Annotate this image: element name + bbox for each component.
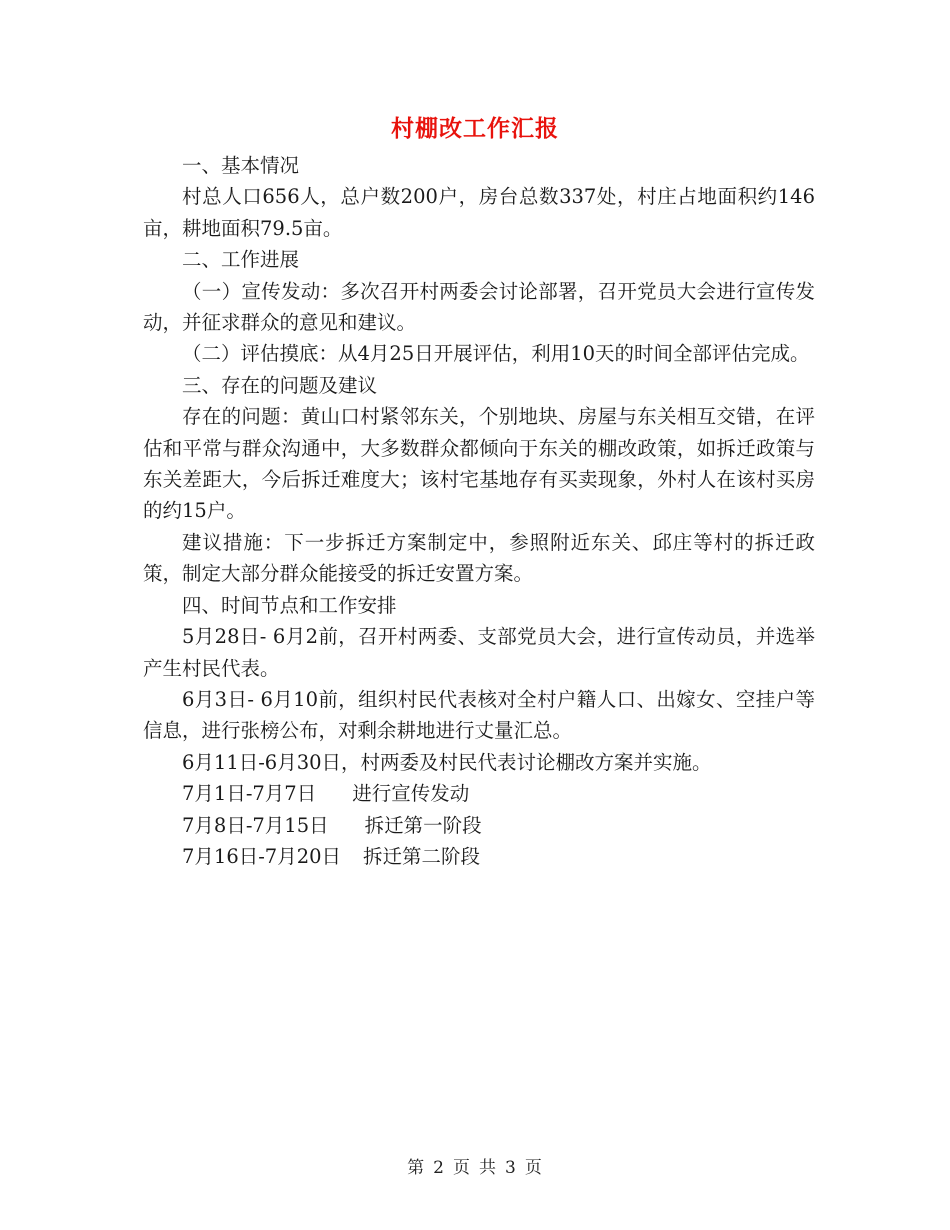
paragraph: 村总人口656人，总户数200户，房台总数337处，村庄占地面积约146亩，耕地面积79.5亩。 <box>143 185 815 240</box>
paragraph: 6月3日- 6月10前，组织村民代表核对全村户籍人口、出嫁女、空挂户等信息，进行张榜公布，对剩余耕地进行丈量汇总。 <box>143 687 815 743</box>
section-heading: 二、工作进展 <box>182 248 300 272</box>
footer-total-word: 共 <box>479 1158 497 1178</box>
schedule-dates: 7月8日-7月15日 <box>182 813 329 837</box>
schedule-item <box>143 841 815 872</box>
document-body <box>143 150 815 872</box>
paragraph: 建议措施：下一步拆迁方案制定中，参照附近东关、邱庄等村的拆迁政策，制定大部分群众能接受的拆迁安置方案。 <box>143 530 815 586</box>
footer-current-page: 2 <box>433 1158 445 1178</box>
schedule-dates: 7月16日-7月20日 <box>182 844 342 868</box>
schedule-item <box>143 810 815 841</box>
schedule-dates: 7月1日-7月7日 <box>182 782 317 806</box>
paragraph: 5月28日- 6月2前，召开村两委、支部党员大会，进行宣传动员，并选举产生村民代表。 <box>143 625 815 680</box>
schedule-task: 拆迁第二阶段 <box>363 844 481 868</box>
section-heading: 一、基本情况 <box>182 154 300 177</box>
schedule-task: 进行宣传发动 <box>352 782 470 806</box>
footer-page-word: 页 <box>453 1158 471 1178</box>
paragraph: 6月11日-6月30日，村两委及村民代表讨论棚改方案并实施。 <box>182 750 712 774</box>
document-title: 村棚改工作汇报 <box>391 115 559 142</box>
section-heading: 三、存在的问题及建议 <box>182 373 378 397</box>
paragraph: （一）宣传发动：多次召开村两委会讨论部署，召开党员大会进行宣传发动，并征求群众的意见和建议。 <box>143 279 815 335</box>
schedule-task: 拆迁第一阶段 <box>364 813 482 837</box>
footer-total-pages: 3 <box>505 1158 517 1178</box>
section-heading: 四、时间节点和工作安排 <box>182 593 397 617</box>
footer-suffix: 页 <box>524 1158 543 1178</box>
paragraph: 存在的问题：黄山口村紧邻东关，个别地块、房屋与东关相互交错，在评估和平常与群众沟通中，大多数群众都倾向于东关的棚改政策，如拆迁政策与东关差距大，今后拆迁难度大；该村宅基地存有买卖现象，外村人在该村买房的约15户。 <box>143 405 815 523</box>
paragraph: （二）评估摸底：从4月25日开展评估，利用10天的时间全部评估完成。 <box>182 342 810 366</box>
schedule-item <box>143 778 815 809</box>
footer-prefix: 第 <box>407 1158 426 1178</box>
page-footer <box>0 1153 950 1178</box>
